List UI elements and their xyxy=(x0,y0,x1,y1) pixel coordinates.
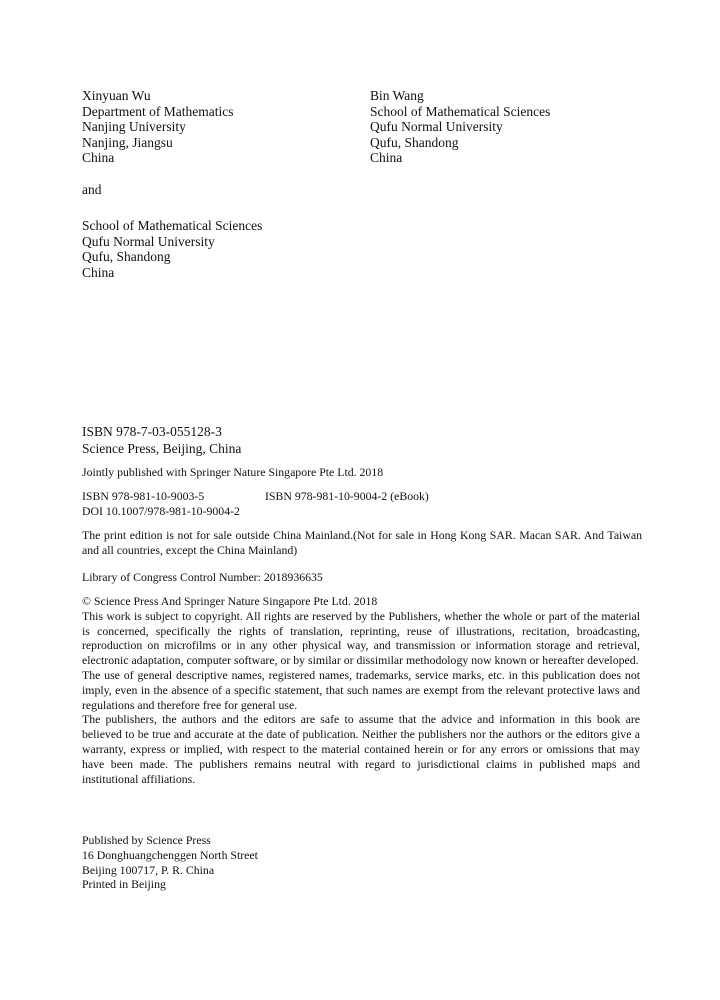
library-of-congress-number: Library of Congress Control Number: 2018936635 xyxy=(82,570,323,584)
and-conjunction: and xyxy=(82,182,102,197)
address-line: Qufu, Shandong xyxy=(82,249,171,265)
doi: DOI 10.1007/978-981-10-9004-2 xyxy=(82,504,240,518)
author-city: Nanjing, Jiangsu xyxy=(82,134,173,150)
publisher-location: Science Press, Beijing, China xyxy=(82,441,242,456)
copyright-paragraph: This work is subject to copyright. All rights are reserved by the Publishers, whether the whole or part of the material is concerned, specifically the rights of translation, reprinting, reuse of illustrations, recitation, broadcasting, reproduction on microfilms or in any other physical way, and transmission or information storage and retrieval, electronic adaptation, computer software, or by similar or dissimilar methodology now known or hereafter developed. xyxy=(82,608,640,668)
jointly-published-note: Jointly published with Springer Nature Singapore Pte Ltd. 2018 xyxy=(82,465,384,479)
publisher-line: Beijing 100717, P. R. China xyxy=(82,862,215,877)
author-wang-address xyxy=(370,88,650,166)
author-department: School of Mathematical Sciences xyxy=(370,103,551,119)
author-wu-address xyxy=(82,88,362,166)
isbn-print: ISBN 978-981-10-9003-5 xyxy=(82,489,205,503)
address-line: Qufu Normal University xyxy=(82,233,215,249)
disclaimer-paragraph: The publishers, the authors and the editors are safe to assume that the advice and information in this book are believed to be true and accurate at the date of publication. Neither the publishers nor the authors or the editors give a warranty, express or implied, with respect to the material contained herein or for any errors or omissions that may have been made. The publishers remains neutral with regard to jurisdictional claims in published maps and institutional affiliations. xyxy=(82,712,640,786)
trademark-paragraph: The use of general descriptive names, registered names, trademarks, service marks, etc. in this publication does not imply, even in the absence of a specific statement, that such names are exempt from the relevant protective laws and regulations and therefore free for general use. xyxy=(82,667,640,712)
publisher-line: Published by Science Press xyxy=(82,833,211,847)
isbn-main: ISBN 978-7-03-055128-3 xyxy=(82,424,222,439)
author-university: Nanjing University xyxy=(82,119,186,135)
author-name: Bin Wang xyxy=(370,88,424,103)
author-department: Department of Mathematics xyxy=(82,103,234,119)
main-isbn-block xyxy=(82,423,241,457)
publisher-line: 16 Donghuangchenggen North Street xyxy=(82,847,258,862)
author-university: Qufu Normal University xyxy=(370,119,503,135)
author-country: China xyxy=(370,150,403,166)
second-address xyxy=(82,218,262,280)
address-line: School of Mathematical Sciences xyxy=(82,218,263,233)
publisher-line: Printed in Beijing xyxy=(82,877,166,892)
author-country: China xyxy=(82,150,115,166)
address-line: China xyxy=(82,264,115,280)
isbn-ebook: ISBN 978-981-10-9004-2 (eBook) xyxy=(265,489,429,503)
author-name: Xinyuan Wu xyxy=(82,88,151,103)
copyright-notice xyxy=(82,594,640,786)
author-city: Qufu, Shandong xyxy=(370,134,459,150)
copyright-line: © Science Press And Springer Nature Singapore Pte Ltd. 2018 xyxy=(82,594,378,608)
print-edition-note: The print edition is not for sale outside China Mainland.(Not for sale in Hong Kong SAR. Macan SAR. And Taiwan and all countries, except the China Mainland) xyxy=(82,528,642,557)
publisher-address xyxy=(82,833,258,892)
